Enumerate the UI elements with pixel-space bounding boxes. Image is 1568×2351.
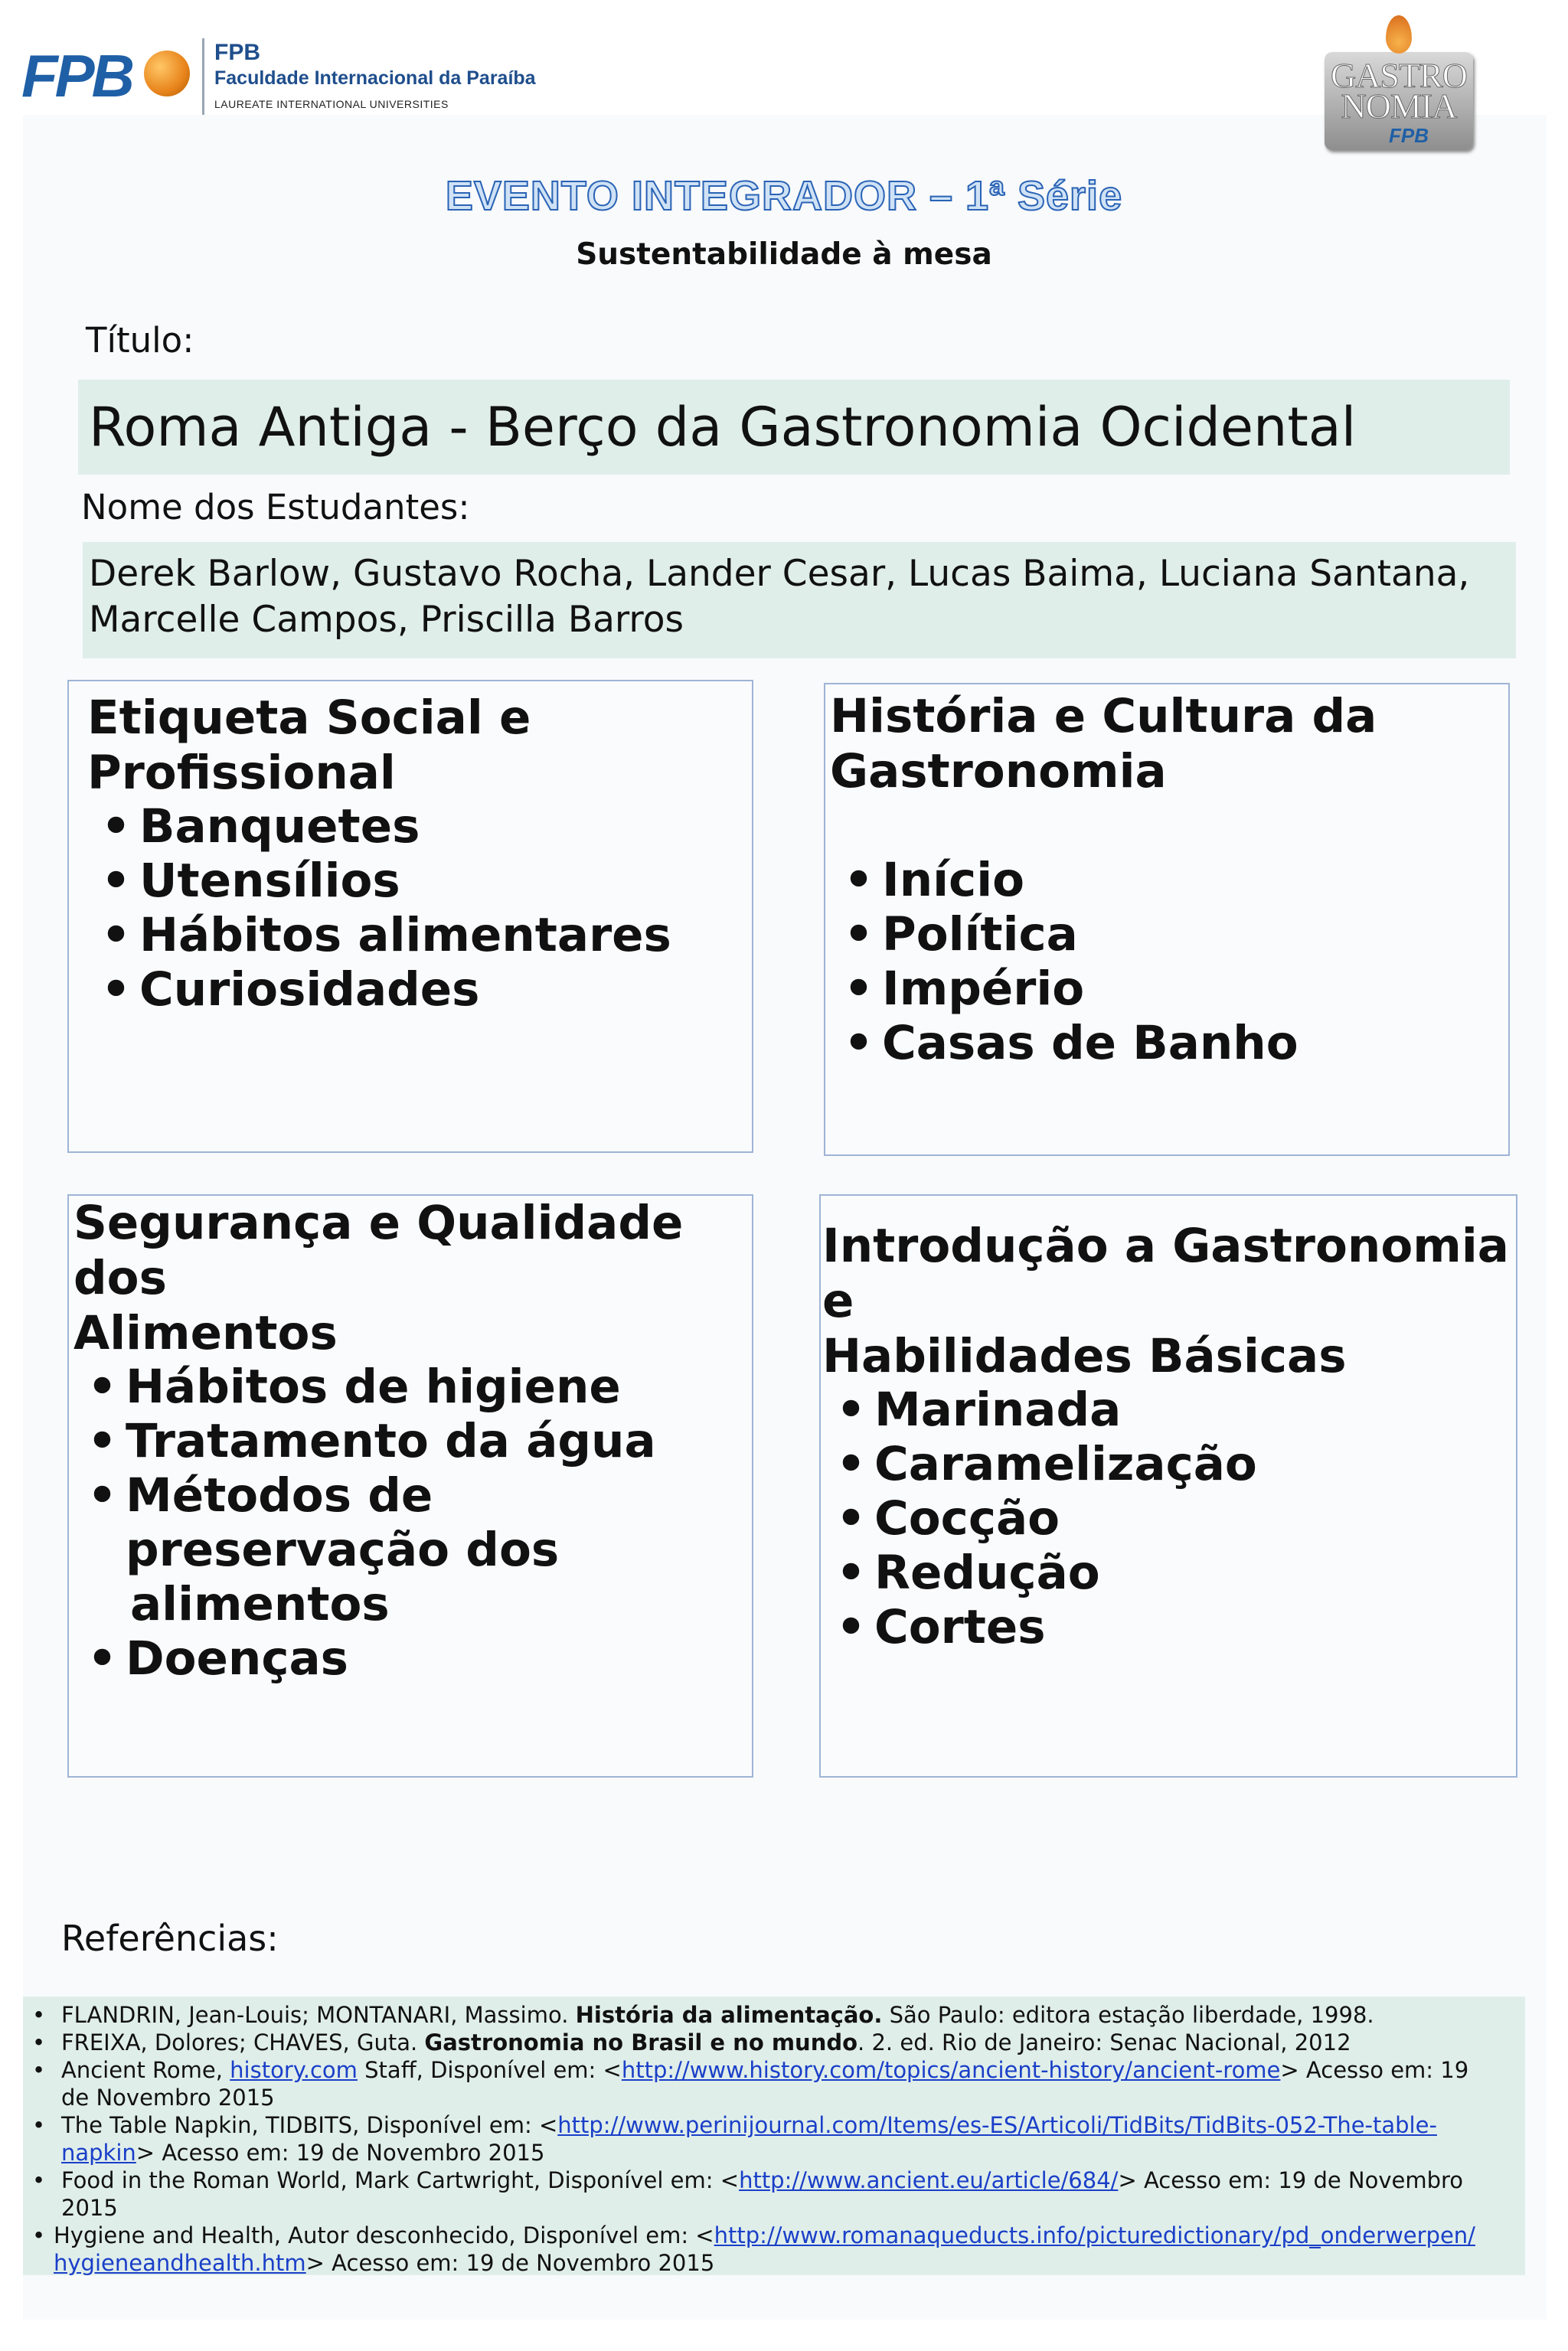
gastronomia-logo-fpb: FPB: [1389, 124, 1429, 147]
list-item: • Curiosidades: [101, 962, 480, 1017]
card-list: [74, 1360, 752, 1686]
reference-link[interactable]: http://www.ancient.eu/article/684/: [739, 2167, 1119, 2193]
list-item: • Tratamento da água: [87, 1414, 656, 1468]
titulo-value: Roma Antiga - Berço da Gastronomia Ocidental: [78, 380, 1510, 475]
card-list: [87, 799, 671, 1017]
list-item: • Doenças: [87, 1631, 348, 1686]
reference-item: • The Table Napkin, TIDBITS, Disponível em: <http://www.perinijournal.com/Items/es-ES/Articoli/TidBits/TidBits-052-The-table- napkin> Acesso em: 19 de Novembro 2015: [32, 2112, 1437, 2166]
logo-divider: [202, 38, 204, 115]
event-subtitle: Sustentabilidade à mesa: [576, 237, 992, 272]
list-item: • Hábitos alimentares: [101, 908, 671, 962]
gastronomia-logo: [1325, 15, 1478, 147]
reference-item: • Hygiene and Health, Autor desconhecido, Disponível em: <http://www.romanaqueducts.info/picturedictionary/pd_onderwerpen/ hygieneandhealth.htm> Acesso em: 19 de Novembro 2015: [32, 2222, 1475, 2276]
reference-item: • FLANDRIN, Jean-Louis; MONTANARI, Massimo. História da alimentação. São Paulo: editora estação liberdade, 1998.: [32, 2002, 1374, 2028]
reference-link[interactable]: hygieneandhealth.htm: [54, 2250, 306, 2276]
list-item: • Casas de Banho: [844, 1016, 1298, 1070]
card-historia: [824, 683, 1510, 1156]
reference-link[interactable]: http://www.history.com/topics/ancient-history/ancient-rome: [621, 2057, 1281, 2083]
list-item: • Redução: [836, 1546, 1100, 1600]
card-title: Etiqueta Social e Profissional: [87, 691, 531, 800]
referencias-box: [23, 1997, 1525, 2275]
card-seguranca: [67, 1194, 753, 1778]
list-item: • Hábitos de higiene: [87, 1360, 621, 1414]
estudantes-value: [83, 542, 1516, 658]
reference-item: • Food in the Roman World, Mark Cartwright, Disponível em: <http://www.ancient.eu/article/684/> Acesso em: 19 de Novembro 2015: [32, 2167, 1464, 2221]
list-item: • Império: [844, 962, 1085, 1016]
list-item: • Métodos de preservação dos: [87, 1468, 560, 1577]
card-title: Introdução a Gastronomia e: [822, 1219, 1509, 1328]
card-title-line2: Gastronomia: [830, 744, 1167, 798]
list-item-continuation: alimentos: [130, 1577, 390, 1631]
fpb-institution-name: Faculdade Internacional da Paraíba: [214, 67, 536, 89]
gastronomia-logo-line2: NOMIA: [1341, 87, 1457, 126]
reference-item: • FREIXA, Dolores; CHAVES, Guta. Gastronomia no Brasil e no mundo. 2. ed. Rio de Janeiro: Senac Nacional, 2012: [32, 2029, 1351, 2055]
card-title-line2: Alimentos: [74, 1306, 338, 1360]
reference-link[interactable]: http://www.perinijournal.com/Items/es-ES/Articoli/TidBits/TidBits-052-The-table-: [557, 2112, 1437, 2138]
event-title: EVENTO INTEGRADOR – 1ª Série: [445, 173, 1123, 219]
estudantes-line-1: Derek Barlow, Gustavo Rocha, Lander Cesar, Lucas Baima, Luciana Santana,: [89, 553, 1470, 595]
gastronomia-logo-line1: GASTRO: [1330, 56, 1468, 95]
laureate-tagline: LAUREATE INTERNATIONAL UNIVERSITIES: [214, 98, 449, 110]
reference-link[interactable]: http://www.romanaqueducts.info/picturedictionary/pd_onderwerpen/: [714, 2222, 1475, 2248]
card-etiqueta: [67, 680, 753, 1153]
fpb-logo-mark: FPB: [21, 42, 132, 109]
titulo-label: Título:: [86, 320, 194, 361]
list-item: • Início: [844, 853, 1025, 907]
card-list: [822, 1383, 1257, 1654]
list-item: • Banquetes: [101, 799, 420, 854]
list-item: • Marinada: [836, 1383, 1122, 1437]
reference-link[interactable]: napkin: [61, 2140, 136, 2166]
list-item: • Caramelização: [836, 1437, 1257, 1491]
estudantes-line-2: Marcelle Campos, Priscilla Barros: [89, 599, 684, 641]
list-item: • Cocção: [836, 1491, 1060, 1546]
reference-item: • Ancient Rome, history.com Staff, Disponível em: <http://www.history.com/topics/ancient-history/ancient-rome> Acesso em: 19 de Novembro 2015: [32, 2057, 1469, 2111]
flame-icon: [1386, 15, 1412, 54]
reference-link[interactable]: history.com: [230, 2057, 358, 2083]
list-item: • Cortes: [836, 1600, 1046, 1654]
globe-icon: [144, 51, 190, 96]
fpb-abbreviation: FPB: [214, 40, 260, 65]
card-title: Segurança e Qualidade dos: [74, 1196, 684, 1305]
card-list: [830, 853, 1298, 1070]
estudantes-label: Nome dos Estudantes:: [81, 487, 470, 527]
card-introducao: [819, 1194, 1517, 1778]
card-title: História e Cultura da: [830, 689, 1377, 743]
list-item: • Política: [844, 907, 1078, 962]
list-item: • Utensílios: [101, 854, 400, 908]
referencias-label: Referências:: [61, 1918, 279, 1959]
card-title-line2: Habilidades Básicas: [822, 1329, 1347, 1383]
